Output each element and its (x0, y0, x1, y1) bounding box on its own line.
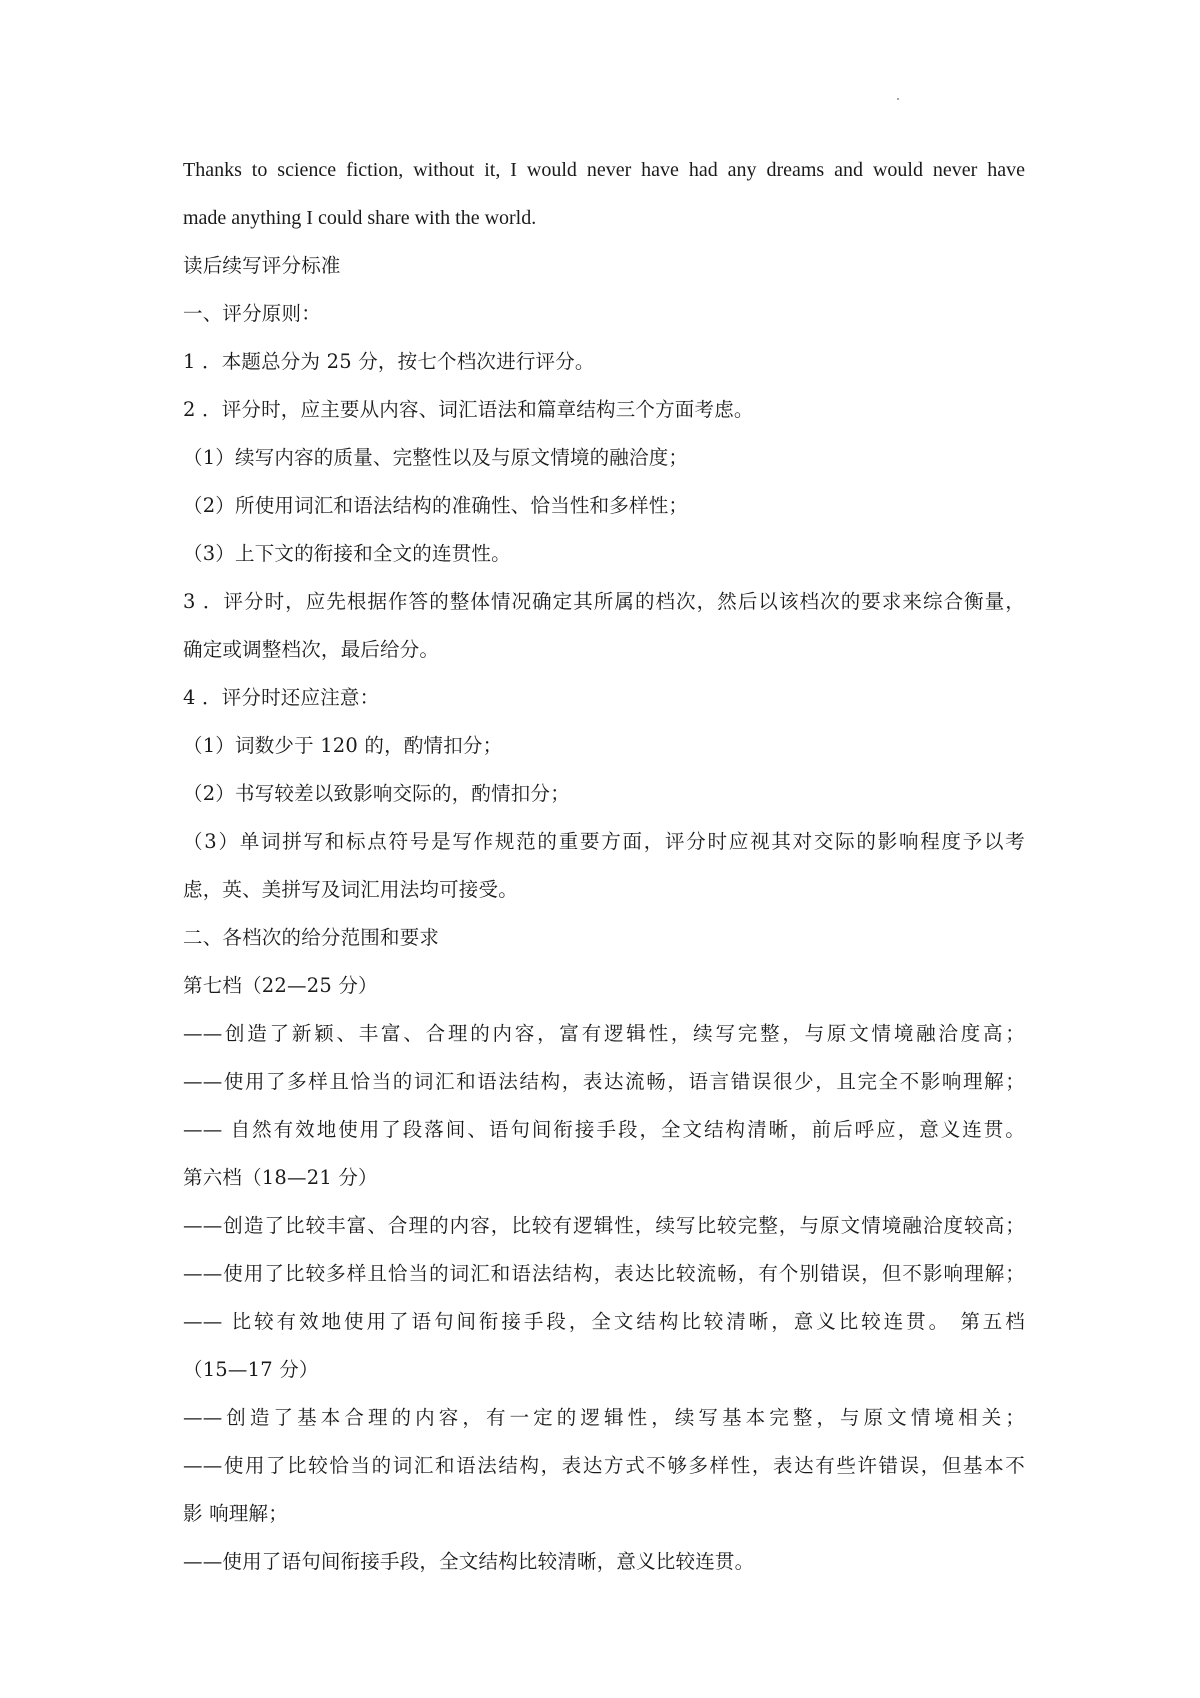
grade-heading: 第六档（18—21 分） (183, 1166, 378, 1189)
section-heading: 读后续写评分标准 (183, 254, 341, 277)
text-line: 虑，英、美拼写及词汇用法均可接受。 (183, 878, 518, 901)
grade-heading: （15—17 分） (183, 1358, 319, 1381)
text-line: —— 比较有效地使用了语句间衔接手段，全文结构比较清晰，意义比较连贯。 第五档 (183, 1310, 1025, 1333)
text-line: ——创造了新颖、丰富、合理的内容，富有逻辑性，续写完整，与原文情境融洽度高； (183, 1022, 1025, 1045)
text-line: （2）所使用词汇和语法结构的准确性、恰当性和多样性； (183, 494, 689, 517)
text-line: 确定或调整档次，最后给分。 (183, 638, 440, 661)
grade-heading: 第七档（22—25 分） (183, 974, 378, 997)
scan-speck (897, 98, 899, 100)
text-line: Thanks to science fiction, without it, I would never have had any dreams and would never have (183, 159, 1025, 181)
text-line: （1）词数少于 120 的，酌情扣分； (183, 734, 503, 757)
text-line: （3）上下文的衔接和全文的连贯性。 (183, 542, 511, 565)
text-line: 影 响理解； (183, 1502, 288, 1525)
text-line: ——使用了语句间衔接手段，全文结构比较清晰，意义比较连贯。 (183, 1550, 755, 1573)
text-line: made anything I could share with the world. (183, 207, 537, 229)
text-line: （2）书写较差以致影响交际的，酌情扣分； (183, 782, 570, 805)
text-line: ——使用了比较多样且恰当的词汇和语法结构，表达比较流畅，有个别错误，但不影响理解； (183, 1262, 1025, 1285)
text-line: ——创造了比较丰富、合理的内容，比较有逻辑性，续写比较完整，与原文情境融洽度较高； (183, 1214, 1025, 1237)
text-line: ——使用了比较恰当的词汇和语法结构，表达方式不够多样性，表达有些许错误，但基本不 (183, 1454, 1025, 1477)
text-line: 4 ．评分时还应注意： (183, 686, 380, 709)
text-line: 2 ．评分时，应主要从内容、词汇语法和篇章结构三个方面考虑。 (183, 398, 754, 421)
text-line: 1 ．本题总分为 25 分，按七个档次进行评分。 (183, 350, 595, 373)
text-line: ——使用了多样且恰当的词汇和语法结构，表达流畅，语言错误很少，且完全不影响理解； (183, 1070, 1025, 1093)
text-line: —— 自然有效地使用了段落间、语句间衔接手段，全文结构清晰，前后呼应，意义连贯。 (183, 1118, 1025, 1141)
text-line: （3）单词拼写和标点符号是写作规范的重要方面，评分时应视其对交际的影响程度予以考 (183, 830, 1025, 853)
text-line: 3 ．评分时，应先根据作答的整体情况确定其所属的档次，然后以该档次的要求来综合衡量， (183, 590, 1025, 613)
text-line: （1）续写内容的质量、完整性以及与原文情境的融洽度； (183, 446, 689, 469)
text-line: ——创造了基本合理的内容，有一定的逻辑性，续写基本完整，与原文情境相关； (183, 1406, 1025, 1429)
section-heading: 二、各档次的给分范围和要求 (183, 926, 440, 949)
section-heading: 一、评分原则： (183, 302, 321, 325)
